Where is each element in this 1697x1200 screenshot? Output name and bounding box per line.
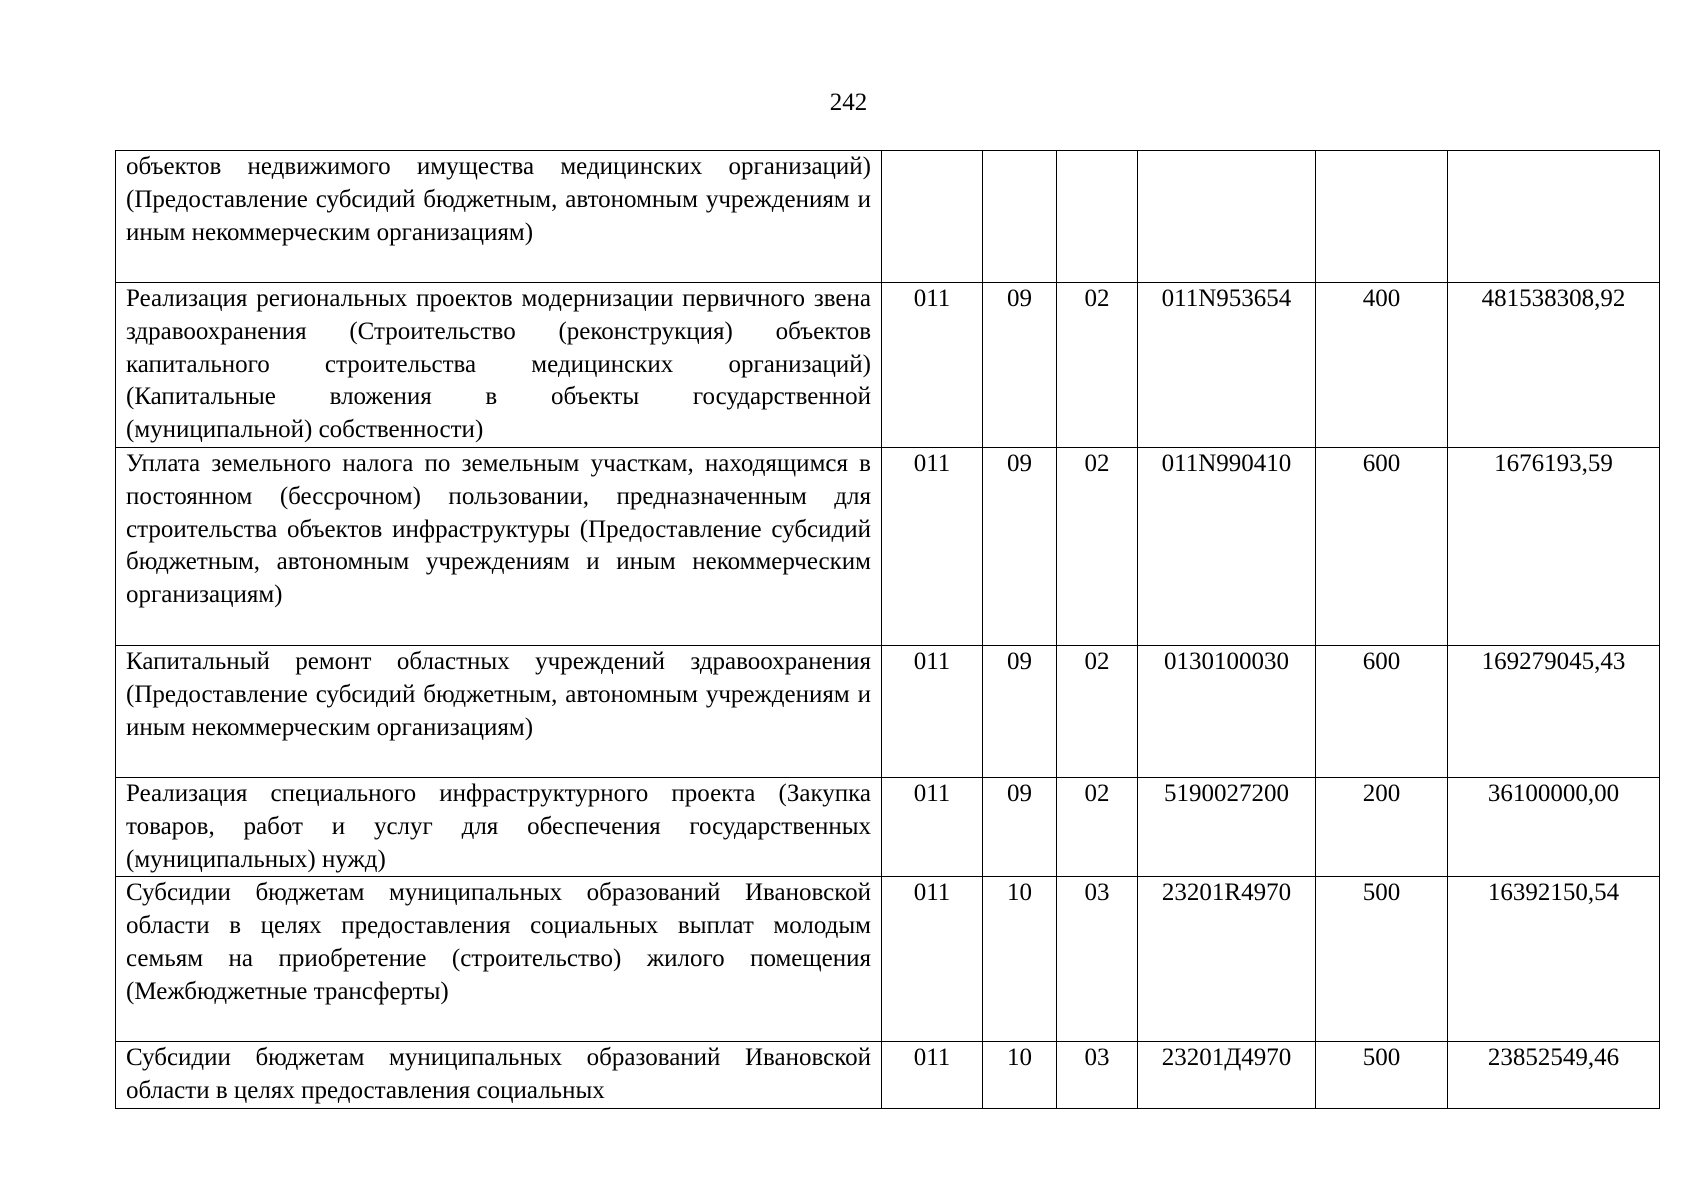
row-subsection-code: 03 bbox=[1057, 877, 1138, 1042]
row-expense-code: 500 bbox=[1316, 877, 1448, 1042]
page-number: 242 bbox=[829, 89, 868, 116]
row-ministry-code: 011 bbox=[882, 1042, 983, 1109]
row-ministry-code bbox=[882, 151, 983, 283]
row-subsection-code: 02 bbox=[1057, 645, 1138, 777]
row-expense-code: 600 bbox=[1316, 645, 1448, 777]
row-ministry-code: 011 bbox=[882, 447, 983, 645]
row-expense-code: 200 bbox=[1316, 777, 1448, 876]
row-section-code: 09 bbox=[983, 645, 1057, 777]
row-section-code: 10 bbox=[983, 877, 1057, 1042]
row-description: Реализация региональных проектов модернизации первичного звена здравоохранения (Строительство (реконструкция) объектов капитального строительства медицинских организаций) (Капитальные вложения в объекты государственной (муниципальной) собственности) bbox=[116, 283, 882, 448]
row-description: Субсидии бюджетам муниципальных образований Ивановской области в целях предоставления социальных выплат молодым семьям на приобретение (строительство) жилого помещения (Межбюджетные трансферты) bbox=[116, 877, 882, 1042]
row-target-code: 0130100030 bbox=[1138, 645, 1316, 777]
row-amount: 16392150,54 bbox=[1448, 877, 1660, 1042]
budget-table bbox=[115, 150, 1660, 1109]
table-row bbox=[116, 877, 1660, 1042]
row-section-code: 09 bbox=[983, 283, 1057, 448]
table-row bbox=[116, 283, 1660, 448]
row-expense-code bbox=[1316, 151, 1448, 283]
row-description: Капитальный ремонт областных учреждений здравоохранения (Предоставление субсидий бюджетным, автономным учреждениям и иным некоммерческим организациям) bbox=[116, 645, 882, 777]
row-description: Уплата земельного налога по земельным участкам, находящимся в постоянном (бессрочном) пользовании, предназначенным для строительства объектов инфраструктуры (Предоставление субсидий бюджетным, автономным учреждениям и иным некоммерческим организациям) bbox=[116, 447, 882, 645]
row-expense-code: 500 bbox=[1316, 1042, 1448, 1109]
row-ministry-code: 011 bbox=[882, 877, 983, 1042]
row-subsection-code: 02 bbox=[1057, 777, 1138, 876]
row-target-code: 23201R4970 bbox=[1138, 877, 1316, 1042]
row-subsection-code: 02 bbox=[1057, 447, 1138, 645]
table-row bbox=[116, 151, 1660, 283]
row-section-code: 10 bbox=[983, 1042, 1057, 1109]
row-ministry-code: 011 bbox=[882, 777, 983, 876]
row-subsection-code: 02 bbox=[1057, 283, 1138, 448]
row-description: Реализация специального инфраструктурного проекта (Закупка товаров, работ и услуг для обеспечения государственных (муниципальных) нужд) bbox=[116, 777, 882, 876]
row-description: объектов недвижимого имущества медицинских организаций) (Предоставление субсидий бюджетным, автономным учреждениям и иным некоммерческим организациям) bbox=[116, 151, 882, 283]
row-amount: 481538308,92 bbox=[1448, 283, 1660, 448]
row-subsection-code: 03 bbox=[1057, 1042, 1138, 1109]
table-row bbox=[116, 447, 1660, 645]
row-section-code: 09 bbox=[983, 447, 1057, 645]
row-target-code: 011N990410 bbox=[1138, 447, 1316, 645]
row-amount: 23852549,46 bbox=[1448, 1042, 1660, 1109]
row-ministry-code: 011 bbox=[882, 283, 983, 448]
row-amount: 36100000,00 bbox=[1448, 777, 1660, 876]
table-row bbox=[116, 645, 1660, 777]
row-expense-code: 600 bbox=[1316, 447, 1448, 645]
row-amount: 1676193,59 bbox=[1448, 447, 1660, 645]
row-target-code bbox=[1138, 151, 1316, 283]
row-section-code: 09 bbox=[983, 777, 1057, 876]
row-expense-code: 400 bbox=[1316, 283, 1448, 448]
row-ministry-code: 011 bbox=[882, 645, 983, 777]
table-row bbox=[116, 1042, 1660, 1109]
row-target-code: 23201Д4970 bbox=[1138, 1042, 1316, 1109]
row-amount bbox=[1448, 151, 1660, 283]
row-subsection-code bbox=[1057, 151, 1138, 283]
row-target-code: 011N953654 bbox=[1138, 283, 1316, 448]
row-amount: 169279045,43 bbox=[1448, 645, 1660, 777]
row-target-code: 5190027200 bbox=[1138, 777, 1316, 876]
table-row bbox=[116, 777, 1660, 876]
row-description: Субсидии бюджетам муниципальных образований Ивановской области в целях предоставления социальных bbox=[116, 1042, 882, 1109]
row-section-code bbox=[983, 151, 1057, 283]
